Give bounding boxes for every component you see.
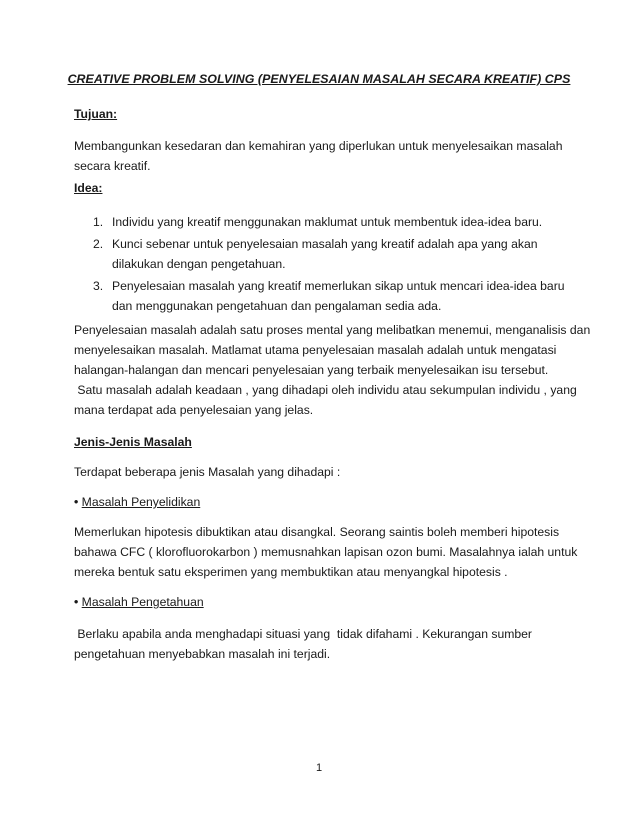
tujuan-line-1: Membangunkan kesedaran dan kemahiran yang diperlukan untuk menyelesaikan masalah bbox=[74, 139, 563, 153]
tujuan-text bbox=[74, 136, 574, 176]
list-item-number: 1. bbox=[93, 215, 104, 229]
paragraph-line-3: halangan-halangan dan mencari penyelesaian yang terbaik menyelesaikan isu tersebut. bbox=[74, 363, 549, 377]
list-item-line-1: Kunci sebenar untuk penyelesaian masalah yang kreatif adalah apa yang akan bbox=[112, 237, 538, 251]
list-item-line-1: Individu yang kreatif menggunakan maklumat untuk membentuk idea-idea baru. bbox=[112, 215, 543, 229]
list-item-number: 2. bbox=[93, 237, 104, 251]
idea-list bbox=[74, 212, 574, 318]
paragraph-line-4: Satu masalah adalah keadaan , yang dihadapi oleh individu atau sekumpulan individu , yang bbox=[74, 383, 577, 397]
list-item bbox=[74, 234, 574, 274]
pengetahuan-line-1: Berlaku apabila anda menghadapi situasi yang tidak difahami . Kekurangan sumber bbox=[74, 627, 532, 641]
pengetahuan-line-2: pengetahuan menyebabkan masalah ini terjadi. bbox=[74, 647, 331, 661]
list-item-line-2: dilakukan dengan pengetahuan. bbox=[112, 257, 286, 271]
page-number: 1 bbox=[315, 762, 323, 774]
penyelidikan-text bbox=[74, 522, 584, 582]
idea-heading: Idea: bbox=[74, 181, 103, 195]
pengetahuan-label: Masalah Pengetahuan bbox=[81, 595, 204, 609]
penyelidikan-heading bbox=[74, 492, 574, 512]
bullet-icon: • bbox=[74, 595, 79, 609]
pengetahuan-text bbox=[74, 624, 574, 664]
penyelidikan-line-1: Memerlukan hipotesis dibuktikan atau disangkal. Seorang saintis boleh memberi hipotesis bbox=[74, 525, 560, 539]
list-item bbox=[74, 276, 574, 316]
penyelidikan-line-2: bahawa CFC ( klorofluorokarbon ) memusnahkan lapisan ozon bumi. Masalahnya ialah untuk bbox=[74, 545, 578, 559]
list-item bbox=[74, 212, 574, 232]
document-title: CREATIVE PROBLEM SOLVING (PENYELESAIAN MASALAH SECARA KREATIF) CPS bbox=[67, 72, 571, 86]
penyelidikan-label: Masalah Penyelidikan bbox=[81, 495, 201, 509]
list-item-line-2: dan menggunakan pengetahuan dan pengalaman sedia ada. bbox=[112, 299, 442, 313]
bullet-icon: • bbox=[74, 495, 79, 509]
jenis-intro: Terdapat beberapa jenis Masalah yang dihadapi : bbox=[74, 465, 341, 479]
list-item-number: 3. bbox=[93, 279, 104, 293]
penyelidikan-line-3: mereka bentuk satu eksperimen yang membuktikan atau menyangkal hipotesis . bbox=[74, 565, 508, 579]
pengetahuan-heading bbox=[74, 592, 574, 612]
paragraph-line-5: mana terdapat ada penyelesaian yang jelas. bbox=[74, 403, 314, 417]
intro-paragraph bbox=[74, 320, 591, 420]
tujuan-heading: Tujuan: bbox=[74, 107, 118, 121]
jenis-heading: Jenis-Jenis Masalah bbox=[74, 435, 192, 449]
paragraph-line-2: menyelesaikan masalah. Matlamat utama penyelesaian masalah adalah untuk mengatasi bbox=[74, 343, 557, 357]
tujuan-line-2: secara kreatif. bbox=[74, 159, 151, 173]
list-item-line-1: Penyelesaian masalah yang kreatif memerlukan sikap untuk mencari idea-idea baru bbox=[112, 279, 565, 293]
paragraph-line-1: Penyelesaian masalah adalah satu proses mental yang melibatkan menemui, menganalisis dan bbox=[74, 323, 591, 337]
